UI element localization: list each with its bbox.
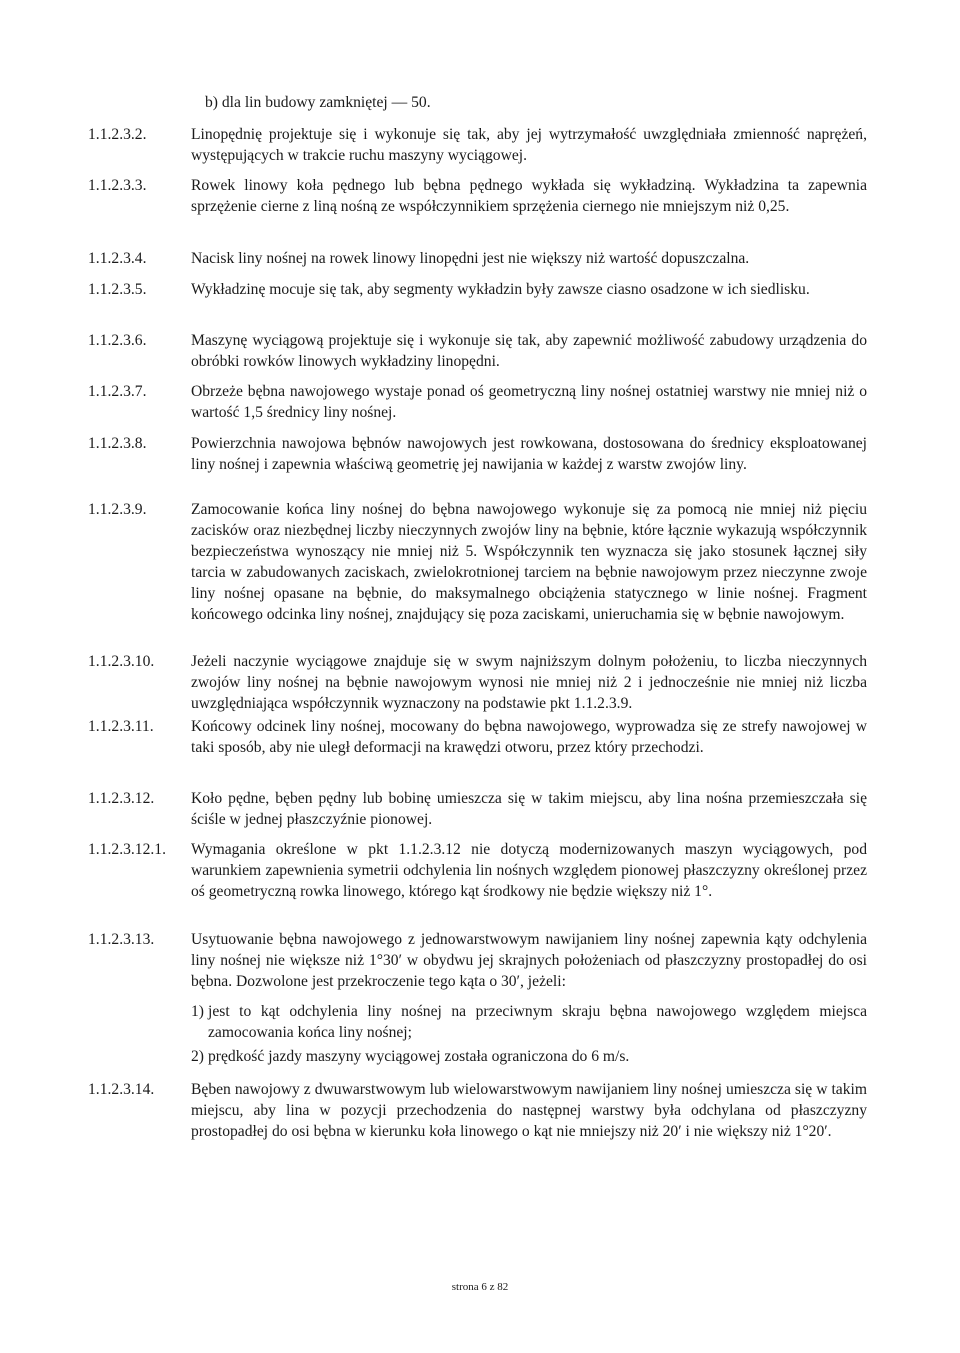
section-number: 1.1.2.3.5. — [88, 281, 147, 298]
section-text: Nacisk liny nośnej na rowek linowy linopędni jest nie większy niż wartość dopuszczalna. — [191, 250, 750, 267]
section-text: Obrzeże bębna nawojowego wystaje ponad oś geometryczną liny nośnej ostatniej warstwy nie mniej niż o wartość 1,5 średnicy liny nośnej. — [191, 383, 867, 421]
section-text: Powierzchnia nawojowa bębnów nawojowych jest rowkowana, dostosowana do średnicy eksploatowanej liny nośnej i zapewnia właściwą geometrię jej nawijania w każdej z warstw zwojów liny. — [191, 435, 867, 473]
section-number: 1.1.2.3.14. — [88, 1081, 155, 1098]
section-number: 1.1.2.3.2. — [88, 126, 147, 143]
sub-item-label: 2) — [191, 1048, 204, 1065]
section-number: 1.1.2.3.7. — [88, 383, 147, 400]
intro-line: b) dla lin budowy zamkniętej — 50. — [205, 94, 431, 111]
section-number: 1.1.2.3.9. — [88, 501, 147, 518]
page-footer: strona 6 z 82 — [451, 1281, 509, 1293]
section-number: 1.1.2.3.3. — [88, 177, 147, 194]
section-text: Koło pędne, bęben pędny lub bobinę umieszcza się w takim miejscu, aby lina nośna przemieszczała się ściśle w jednej płaszczyźnie pionowej. — [191, 790, 867, 828]
sub-item-text: jest to kąt odchylenia liny nośnej na przeciwnym skraju bębna nawojowego względem miejsca zamocowania końca liny nośnej; — [208, 1003, 867, 1041]
section-text: Usytuowanie bębna nawojowego z jednowarstwowym nawijaniem liny nośnej zapewnia kąty odchylenia liny nośnej nie większe niż 1°30′ w obydwu jej skrajnych położeniach od płaszczyzny prostopadłej do osi bębna. Dozwolone jest przekroczenie tego kąta o 30′, jeżeli: — [191, 931, 867, 990]
section-number: 1.1.2.3.11. — [88, 718, 154, 735]
sub-item-2 — [191, 1046, 867, 1067]
section-text: Bęben nawojowy z dwuwarstwowym lub wielowarstwowym nawijaniem liny nośnej umieszcza się w takim miejscu, aby lina w pozycji przechodzenia do następnej warstwy była odchylana od płaszczyzny prostopadłej do osi bębna w kierunku koła linowego o kąt nie mniejszy niż 20′ i nie większy niż 1°20′. — [191, 1081, 867, 1140]
section-number: 1.1.2.3.10. — [88, 653, 155, 670]
sub-item-label: 1) — [191, 1003, 204, 1020]
section-number: 1.1.2.3.6. — [88, 332, 147, 349]
sub-item-text: prędkość jazdy maszyny wyciągowej została ograniczona do 6 m/s. — [208, 1048, 630, 1065]
section-number: 1.1.2.3.13. — [88, 931, 155, 948]
section-text: Wykładzinę mocuje się tak, aby segmenty wykładzin były zawsze ciasno osadzone w ich siedlisku. — [191, 281, 810, 298]
sub-item-1 — [191, 1001, 867, 1043]
section-text: Wymagania określone w pkt 1.1.2.3.12 nie dotyczą modernizowanych maszyn wyciągowych, pod warunkiem zapewnienia symetrii odchylenia lin nośnych względem pionowej płaszczyzny określonej przez oś geometryczną rowka linowego, którego kąt środkowy nie będzie większy niż 1°. — [191, 841, 867, 900]
section-text: Jeżeli naczynie wyciągowe znajduje się w swym najniższym dolnym położeniu, to liczba nieczynnych zwojów liny nośnej na bębnie nawojowym wynosi nie mniej niż 2 i jednocześnie nie mniej niż liczba uwzględniająca współczynnik wyznaczony na podstawie pkt 1.1.2.3.9. — [191, 653, 867, 712]
section-text: Zamocowanie końca liny nośnej do bębna nawojowego wykonuje się za pomocą nie mniej niż pięciu zacisków oraz niezbędnej liczby nieczynnych zwojów liny na bębnie, które łącznie wykazują współczynnik bezpieczeństwa wynoszący nie mniej niż 5. Współczynnik ten wyznacza się jako stosunek łącznej siły tarcia w zabudowanych zaciskach, zwielokrotnionej tarciem na bębnie nawojowym przez nieczynne zwoje liny nośnej opasane na bębnie, do maksymalnego obciążenia statycznego w linie nośnej. Fragment końcowego odcinka liny nośnej, znajdujący się poza zaciskami, unieruchamia się w bębnie nawojowym. — [191, 501, 867, 623]
section-number: 1.1.2.3.12.1. — [88, 841, 166, 858]
section-text: Maszynę wyciągową projektuje się i wykonuje się tak, aby zapewnić możliwość zabudowy urządzenia do obróbki rowków linowych wykładziny linopędni. — [191, 332, 867, 370]
section-number: 1.1.2.3.12. — [88, 790, 155, 807]
section-text: Końcowy odcinek liny nośnej, mocowany do bębna nawojowego, wyprowadza się ze strefy nawojowej w taki sposób, aby nie uległ deformacji na krawędzi otworu, przez który przechodzi. — [191, 718, 867, 756]
section-text: Linopędnię projektuje się i wykonuje się tak, aby jej wytrzymałość uwzględniała zmienność naprężeń, występujących w trakcie ruchu maszyny wyciągowej. — [191, 126, 867, 164]
section-number: 1.1.2.3.8. — [88, 435, 147, 452]
section-number: 1.1.2.3.4. — [88, 250, 147, 267]
section-text: Rowek linowy koła pędnego lub bębna pędnego wykłada się wykładziną. Wykładzina ta zapewnia sprzężenie cierne z liną nośną ze współczynnikiem sprzężenia ciernego nie mniejszym niż 0,25. — [191, 177, 867, 215]
